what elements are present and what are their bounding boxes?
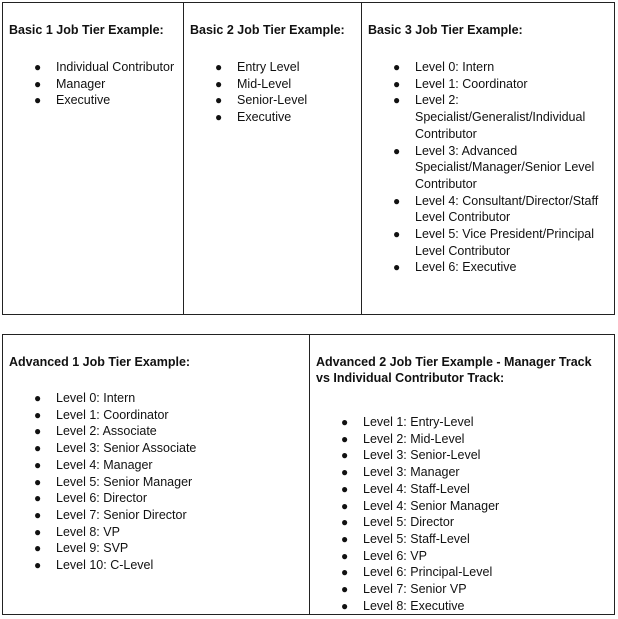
list-item-text: Level 5: Senior Manager bbox=[56, 474, 193, 489]
list-item bbox=[368, 92, 608, 142]
list-item-text: Level 0: Intern bbox=[56, 391, 136, 405]
bullet-icon: ● bbox=[34, 558, 42, 573]
list-item-text: Level 2: Mid-Level bbox=[363, 431, 465, 446]
list-item bbox=[190, 109, 355, 126]
bullet-icon: ● bbox=[34, 507, 42, 522]
list-item-text: Individual Contributor bbox=[56, 60, 175, 74]
list-item-text: Level 4: Manager bbox=[56, 457, 153, 472]
list-item-text: Level 1: Entry-Level bbox=[363, 415, 474, 429]
bullet-icon: ● bbox=[341, 515, 349, 530]
advanced-1-list bbox=[9, 390, 303, 574]
list-item-text: Level 3: Manager bbox=[363, 465, 460, 480]
list-item-text: Level 4: Senior Manager bbox=[363, 498, 500, 513]
bullet-icon: ● bbox=[215, 60, 223, 74]
bullet-icon: ● bbox=[341, 431, 349, 446]
list-item bbox=[316, 431, 608, 448]
list-item-text: Level 4: Staff-Level bbox=[363, 481, 470, 496]
list-item bbox=[316, 514, 608, 531]
bullet-icon: ● bbox=[34, 60, 42, 74]
advanced-tiers-table bbox=[2, 334, 615, 615]
bullet-icon: ● bbox=[393, 227, 401, 242]
list-item bbox=[9, 92, 177, 109]
list-item bbox=[316, 598, 608, 615]
list-item bbox=[316, 481, 608, 498]
list-item bbox=[9, 507, 303, 524]
advanced-1-cell bbox=[3, 335, 309, 614]
list-item-text: Level 8: VP bbox=[56, 524, 120, 539]
list-item bbox=[316, 564, 608, 581]
list-item-text: Level 5: Staff-Level bbox=[363, 531, 470, 546]
list-item bbox=[9, 474, 303, 491]
list-item bbox=[9, 407, 303, 424]
list-item bbox=[316, 498, 608, 515]
basic-1-title: Basic 1 Job Tier Example: bbox=[9, 23, 164, 37]
list-item bbox=[316, 531, 608, 548]
list-item bbox=[9, 59, 177, 76]
list-item bbox=[190, 59, 355, 76]
list-item-text: Level 6: Principal-Level bbox=[363, 565, 493, 580]
bullet-icon: ● bbox=[341, 582, 349, 597]
bullet-icon: ● bbox=[393, 93, 401, 108]
list-item bbox=[368, 59, 608, 76]
bullet-icon: ● bbox=[215, 76, 223, 91]
list-item bbox=[9, 540, 303, 557]
list-item-text: Mid-Level bbox=[237, 76, 292, 91]
list-item bbox=[368, 76, 608, 93]
basic-2-list bbox=[190, 59, 355, 126]
basic-3-cell bbox=[361, 3, 614, 314]
bullet-icon: ● bbox=[215, 93, 223, 108]
bullet-icon: ● bbox=[34, 93, 42, 108]
bullet-icon: ● bbox=[393, 260, 401, 275]
bullet-icon: ● bbox=[34, 391, 42, 405]
bullet-icon: ● bbox=[34, 474, 42, 489]
list-item bbox=[368, 226, 608, 259]
list-item bbox=[316, 581, 608, 598]
bullet-icon: ● bbox=[215, 110, 223, 125]
bullet-icon: ● bbox=[34, 441, 42, 456]
list-item bbox=[316, 464, 608, 481]
list-item-text: Level 6: Executive bbox=[415, 260, 517, 275]
list-item-text: Level 1: Coordinator bbox=[415, 76, 528, 91]
list-item bbox=[316, 548, 608, 565]
bullet-icon: ● bbox=[341, 415, 349, 429]
list-item bbox=[190, 92, 355, 109]
bullet-icon: ● bbox=[341, 548, 349, 563]
list-item bbox=[9, 457, 303, 474]
list-item-text: Entry Level bbox=[237, 60, 300, 74]
bullet-icon: ● bbox=[341, 565, 349, 580]
basic-2-cell bbox=[183, 3, 361, 314]
list-item-text: Level 7: Senior Director bbox=[56, 507, 187, 522]
list-item bbox=[316, 447, 608, 464]
advanced-2-title: Advanced 2 Job Tier Example - Manager Track vs Individual Contributor Track: bbox=[316, 355, 592, 385]
bullet-icon: ● bbox=[34, 524, 42, 539]
basic-1-list bbox=[9, 59, 177, 109]
list-item bbox=[316, 414, 608, 431]
list-item-text: Level 8: Executive bbox=[363, 598, 465, 613]
advanced-1-title: Advanced 1 Job Tier Example: bbox=[9, 355, 191, 369]
bullet-icon: ● bbox=[341, 531, 349, 546]
bullet-icon: ● bbox=[34, 424, 42, 439]
bullet-icon: ● bbox=[341, 465, 349, 480]
list-item bbox=[9, 524, 303, 541]
list-item-text: Executive bbox=[56, 93, 111, 108]
bullet-icon: ● bbox=[34, 541, 42, 556]
list-item-text: Level 2: Specialist/Generalist/Individual Contributor bbox=[415, 93, 586, 141]
list-item-text: Level 3: Advanced Specialist/Manager/Senior Level Contributor bbox=[415, 143, 595, 191]
basic-1-cell bbox=[3, 3, 183, 314]
list-item-text: Level 3: Senior Associate bbox=[56, 441, 197, 456]
bullet-icon: ● bbox=[341, 498, 349, 513]
basic-tiers-table bbox=[2, 2, 615, 315]
list-item bbox=[9, 440, 303, 457]
list-item bbox=[368, 193, 608, 226]
list-item-text: Senior-Level bbox=[237, 93, 308, 108]
list-item-text: Level 2: Associate bbox=[56, 424, 157, 439]
list-item-text: Level 10: C-Level bbox=[56, 558, 154, 573]
advanced-2-list bbox=[316, 414, 608, 614]
basic-3-title: Basic 3 Job Tier Example: bbox=[368, 23, 523, 37]
list-item-text: Level 5: Director bbox=[363, 515, 455, 530]
bullet-icon: ● bbox=[34, 76, 42, 91]
basic-2-title: Basic 2 Job Tier Example: bbox=[190, 23, 345, 37]
bullet-icon: ● bbox=[34, 407, 42, 422]
bullet-icon: ● bbox=[341, 598, 349, 613]
list-item-text: Level 4: Consultant/Director/Staff Level Contributor bbox=[415, 193, 599, 225]
bullet-icon: ● bbox=[34, 457, 42, 472]
list-item bbox=[9, 490, 303, 507]
list-item-text: Level 5: Vice President/Principal Level Contributor bbox=[415, 227, 595, 258]
list-item-text: Level 6: Director bbox=[56, 491, 148, 506]
list-item bbox=[190, 76, 355, 93]
list-item bbox=[9, 76, 177, 93]
list-item bbox=[368, 143, 608, 193]
list-item-text: Level 9: SVP bbox=[56, 541, 129, 556]
list-item bbox=[9, 390, 303, 407]
bullet-icon: ● bbox=[393, 143, 401, 158]
list-item-text: Level 0: Intern bbox=[415, 60, 495, 74]
list-item-text: Level 1: Coordinator bbox=[56, 407, 169, 422]
bullet-icon: ● bbox=[393, 193, 401, 208]
bullet-icon: ● bbox=[34, 491, 42, 506]
bullet-icon: ● bbox=[393, 76, 401, 91]
list-item-text: Level 7: Senior VP bbox=[363, 582, 467, 597]
list-item-text: Level 3: Senior-Level bbox=[363, 448, 481, 463]
list-item bbox=[9, 423, 303, 440]
bullet-icon: ● bbox=[393, 60, 401, 74]
advanced-2-cell bbox=[309, 335, 614, 614]
basic-3-list bbox=[368, 59, 608, 276]
bullet-icon: ● bbox=[341, 481, 349, 496]
bullet-icon: ● bbox=[341, 448, 349, 463]
list-item-text: Executive bbox=[237, 110, 292, 125]
list-item bbox=[9, 557, 303, 574]
list-item-text: Level 6: VP bbox=[363, 548, 427, 563]
list-item-text: Manager bbox=[56, 76, 106, 91]
list-item bbox=[368, 259, 608, 276]
